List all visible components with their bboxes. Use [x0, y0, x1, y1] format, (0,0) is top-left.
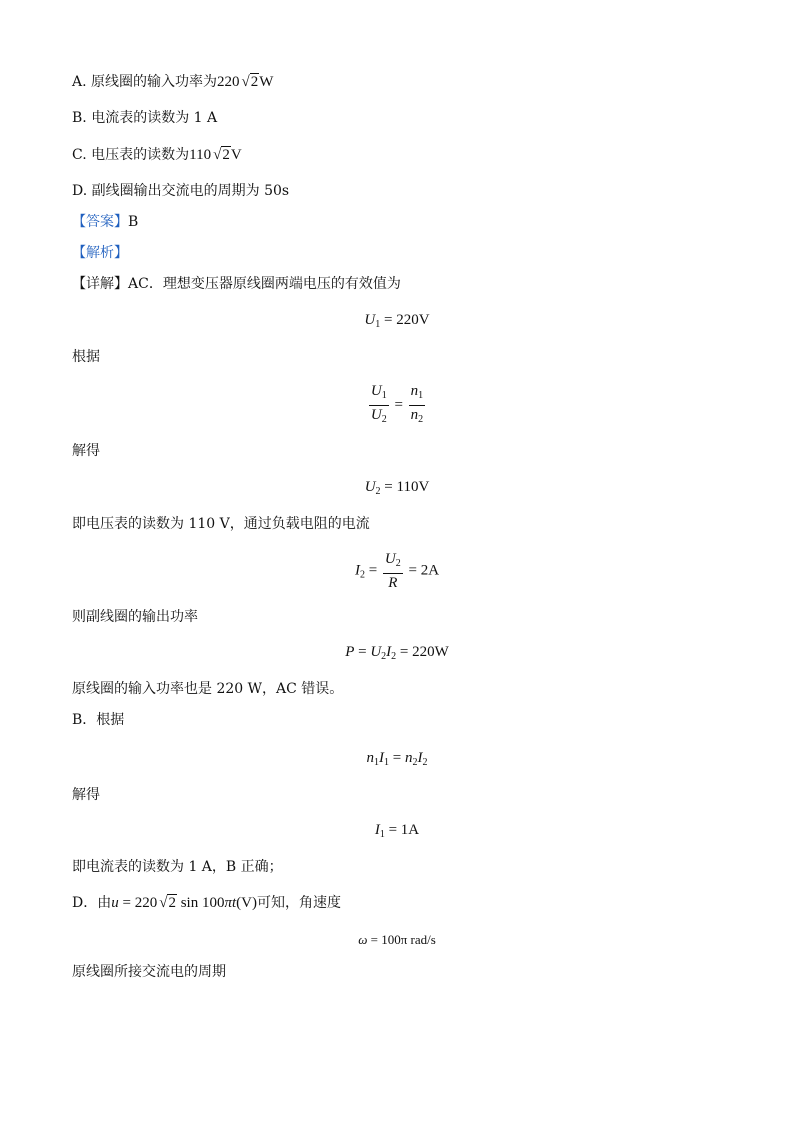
voltmeter-line: 即电压表的读数为 110 V，通过负载电阻的电流: [72, 516, 370, 532]
equation-current-ratio: $n_1I_1 = n_2I_2$: [366, 750, 428, 768]
solve-line-2: 解得: [72, 787, 100, 803]
equation-omega: ω = 100π rad/s: [358, 932, 436, 947]
option-a-text: A. 原线圈的输入功率为: [72, 74, 218, 90]
option-c-unit: V: [230, 147, 242, 163]
answer-line: [72, 212, 138, 232]
analysis-line: [72, 243, 128, 263]
according-line-1: 根据: [72, 349, 100, 365]
sqrt-symbol: √2: [159, 895, 176, 911]
detail-intro-line: [72, 274, 401, 294]
option-a-unit: W: [259, 74, 274, 90]
sqrt-symbol: √2: [241, 74, 259, 90]
option-c: [72, 145, 242, 165]
option-c-number: 110: [189, 147, 212, 163]
period-line: 原线圈所接交流电的周期: [72, 964, 226, 980]
detail-intro: AC．理想变压器原线圈两端电压的有效值为: [128, 276, 401, 292]
option-d: D. 副线圈输出交流电的周期为 50s: [72, 183, 290, 199]
solve-line-1: 解得: [72, 443, 100, 459]
option-b: B. 电流表的读数为 1 A: [72, 110, 218, 126]
b-according-line: B．根据: [72, 712, 125, 728]
analysis-label: 【解析】: [72, 245, 128, 261]
sqrt-symbol: √2: [213, 147, 230, 163]
option-a-number: 220: [217, 74, 240, 90]
answer-label: 【答案】: [72, 214, 128, 230]
equation-u2: $U_2 = 110V$: [364, 479, 430, 497]
equation-i2: $I_2$ = $\frac{U_2}{R}$ = 2A: [354, 551, 440, 591]
equation-power: $P = U_2I_2 = 220W$: [345, 644, 449, 662]
secondary-power-line: 则副线圈的输出功率: [72, 609, 198, 625]
d-line: D．由u = 220 √2 sin 100πt(V)可知，角速度: [72, 895, 341, 911]
equation-i1: $I_1 = 1A$: [374, 822, 420, 840]
ammeter-line: 即电流表的读数为 1 A，B 正确；: [72, 859, 283, 875]
option-a: [72, 72, 273, 92]
equation-ratio: $\frac{U_1}{U_2}$ = $\frac{n_1}{n_2}$: [370, 383, 424, 425]
equation-u1: $U_1 = 220V$: [364, 312, 430, 330]
option-c-text: C. 电压表的读数为: [72, 147, 190, 163]
detail-label: 【详解】: [72, 276, 128, 292]
primary-power-line: 原线圈的输入功率也是 220 W，AC 错误。: [72, 681, 344, 697]
answer-value: B: [128, 214, 139, 230]
